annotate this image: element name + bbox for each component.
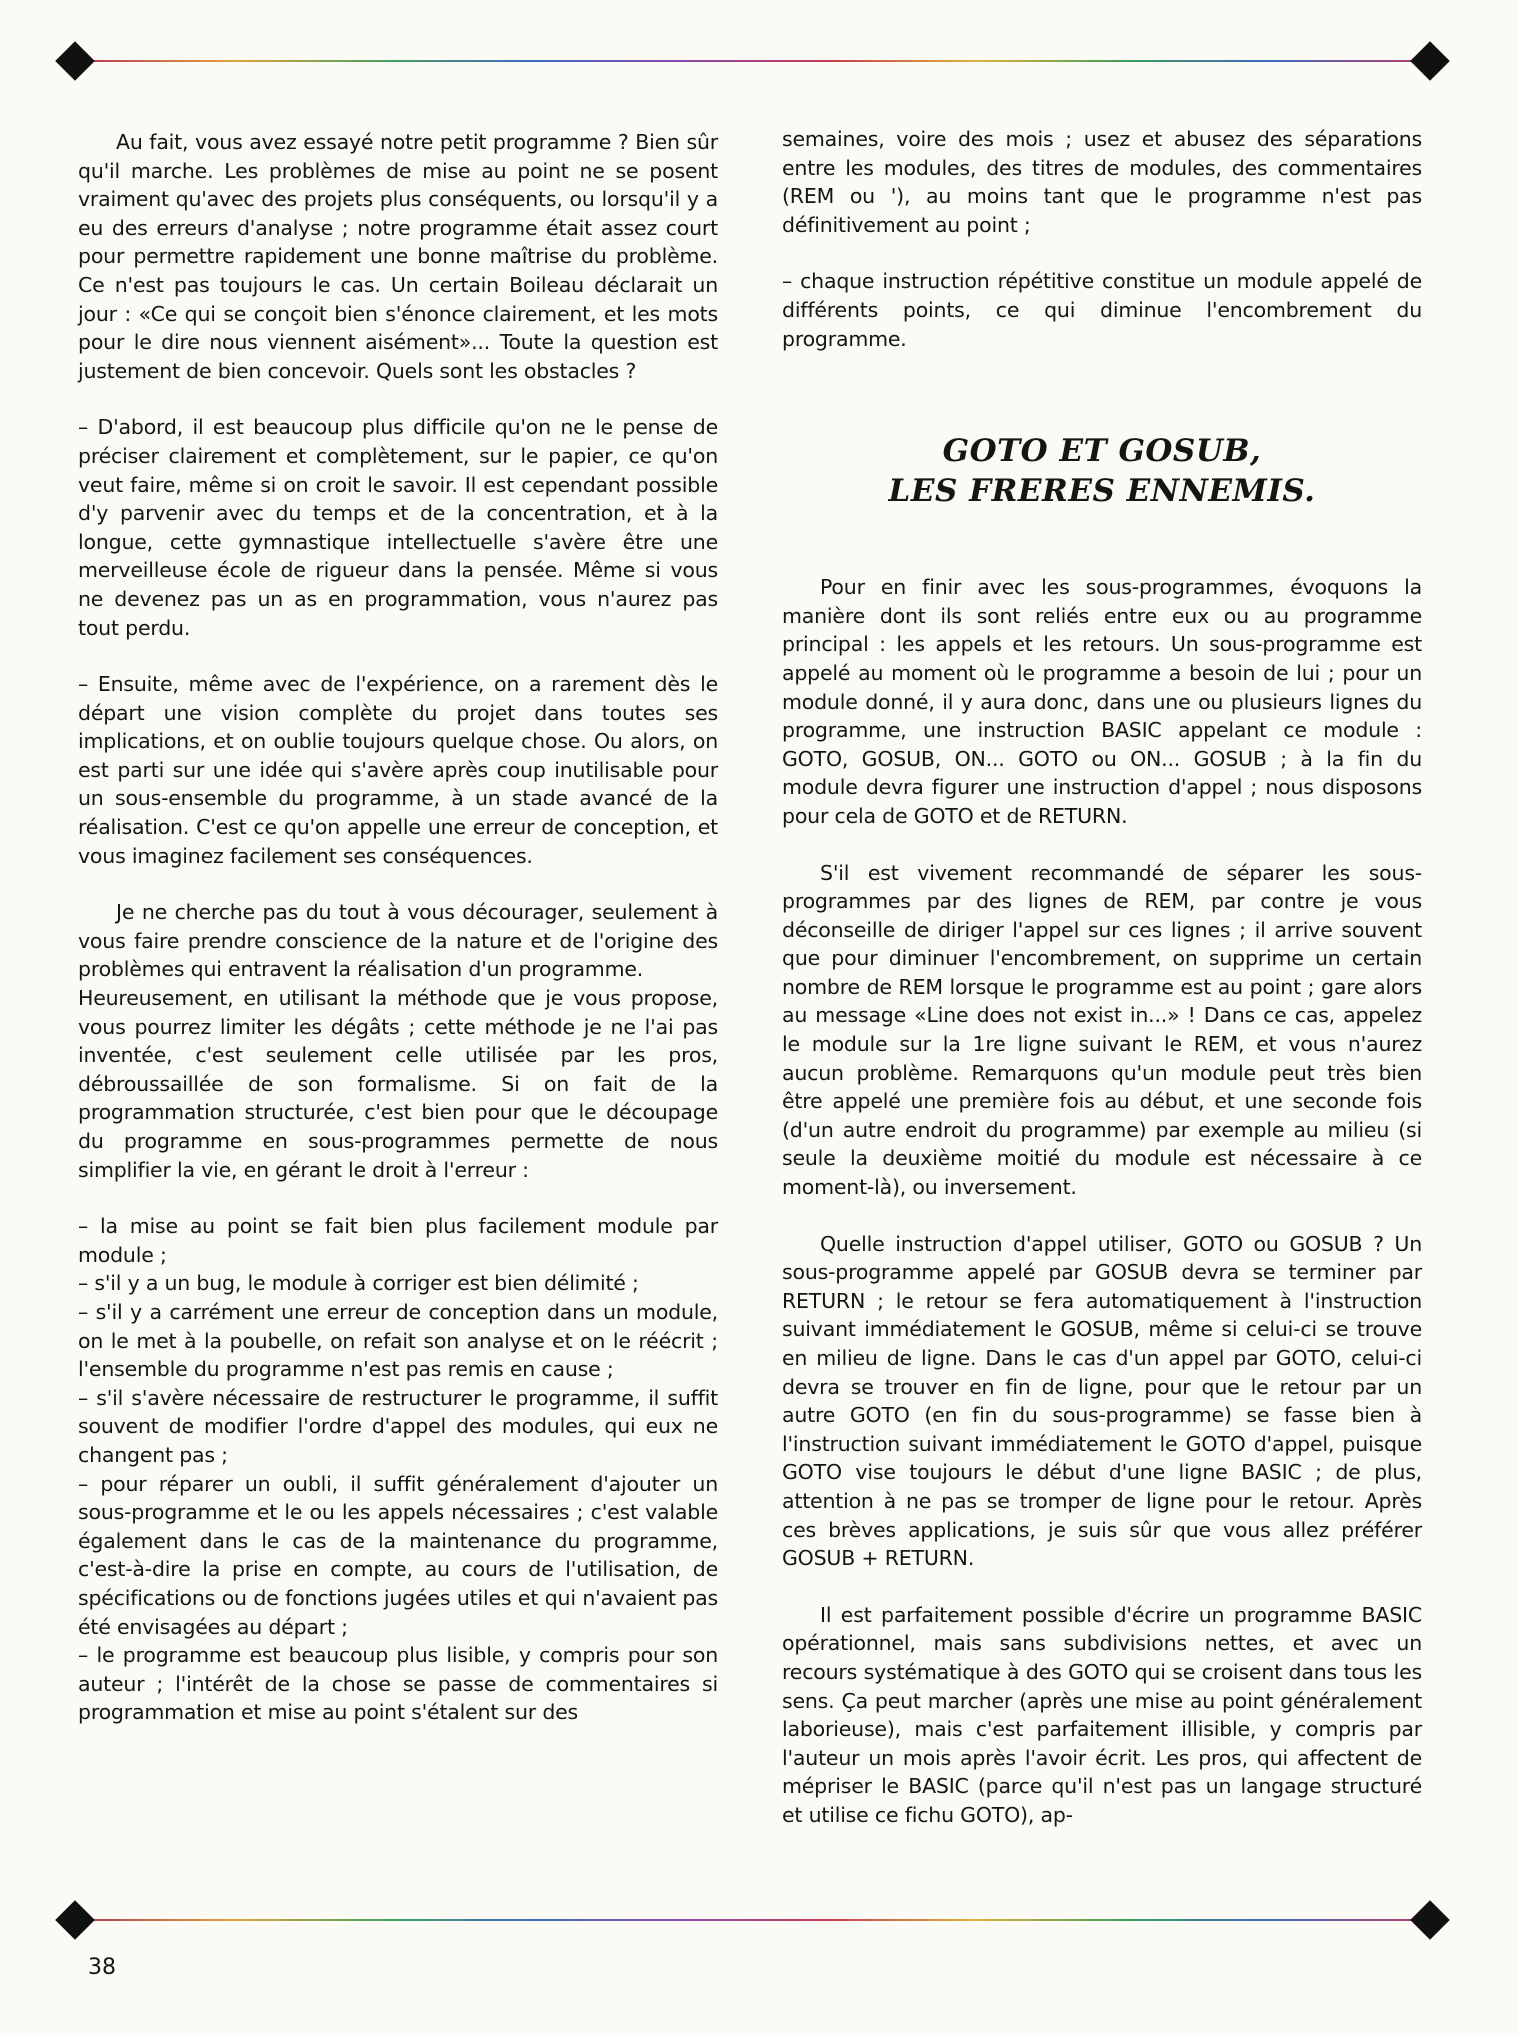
right-column xyxy=(782,125,1422,1830)
paragraph: Pour en finir avec les sous-programmes, évoquons la manière dont ils sont reliés entre eux ou au programme principal : les appels et les retours. Un sous-programme est appelé au moment où le programme a besoin de lui ; pour un module donné, il y aura donc, dans une ou plusieurs lignes du programme, une instruction BASIC appelant ce module : GOTO, GOSUB, ON... GOTO ou ON... GOSUB ; à la fin du module devra figurer une instruction d'appel ; nous disposons pour cela de GOTO et de RETURN. xyxy=(782,575,1422,828)
section-heading-line-1: GOTO ET GOSUB, xyxy=(942,433,1262,470)
paragraph: semaines, voire des mois ; usez et abusez des séparations entre les modules, des titres de modules, des commentaires (REM ou '), au moins tant que le programme n'est pas définitivement au point ; xyxy=(782,127,1422,237)
bottom-decorative-rule xyxy=(55,1898,1450,1942)
paragraph: Au fait, vous avez essayé notre petit programme ? Bien sûr qu'il marche. Les problèmes de mise au point ne se posent vraiment qu'avec des projets plus conséquents, ou lorsqu'il y a eu des erreurs d'analyse ; notre programme était assez court pour permettre rapidement une bonne maîtrise du problème. Ce n'est pas toujours le cas. Un certain Boileau déclarait un jour : «Ce qui se conçoit bien s'énonce clairement, et les mots pour le dire nous viennent aisément»... Toute la question est justement de bien concevoir. Quels sont les obstacles ? xyxy=(78,130,718,383)
paragraph: Il est parfaitement possible d'écrire un programme BASIC opérationnel, mais sans subdivisions nettes, et avec un recours systématique à des GOTO qui se croisent dans tous les sens. Ça peut marcher (après une mise au point généralement laborieuse), mais c'est parfaitement illisible, y compris par l'auteur un mois après l'avoir écrit. Les pros, qui affectent de mépriser le BASIC (parce qu'il n'est pas un langage structuré et utilise ce fichu GOTO), ap- xyxy=(782,1602,1422,1827)
list-item: – s'il s'avère nécessaire de restructurer le programme, il suffit souvent de modifier l'ordre d'appel des modules, qui eux ne changent pas ; xyxy=(78,1385,718,1467)
paragraph: – D'abord, il est beaucoup plus difficile qu'on ne le pense de préciser clairement et complètement, sur le papier, ce qu'on veut faire, même si on croit le savoir. Il est cependant possible d'y parvenir avec du temps et de la concentration, et à la longue, cette gymnastique intellectuelle s'avère être une merveilleuse école de rigueur dans la pensée. Même si vous ne devenez pas un as en programmation, vous n'aurez pas tout perdu. xyxy=(78,415,718,640)
top-decorative-rule xyxy=(55,39,1450,83)
list-item: – pour réparer un oubli, il suffit généralement d'ajouter un sous-programme et le ou les appels nécessaires ; c'est valable également dans le cas de la maintenance du programme, c'est-à-dire la prise en compte, au cours de l'utilisation, de spécifications ou de fonctions jugées utiles et qui n'avaient pas été envisagées au départ ; xyxy=(78,1471,718,1639)
left-column xyxy=(78,128,718,1727)
section-heading-line-2: LES FRERES ENNEMIS. xyxy=(888,473,1316,510)
section-heading xyxy=(782,431,1422,511)
rule-line xyxy=(85,60,1420,62)
list-item: – chaque instruction répétitive constitue un module appelé de différents points, ce qui diminue l'encombrement du programme. xyxy=(782,269,1422,351)
paragraph: Je ne cherche pas du tout à vous décourager, seulement à vous faire prendre conscience de la nature et de l'origine des problèmes qui entravent la réalisation d'un programme. xyxy=(78,900,718,982)
diamond-ornament-icon xyxy=(55,41,95,81)
diamond-ornament-icon xyxy=(55,1900,95,1940)
rule-line xyxy=(85,1919,1420,1921)
paragraph: – Ensuite, même avec de l'expérience, on a rarement dès le départ une vision complète du projet dans toutes ses implications, et on oublie toujours quelque chose. Ou alors, on est parti sur une idée qui s'avère après coup inutilisable pour un sous-ensemble du programme, à un stade avancé de la réalisation. C'est ce qu'on appelle une erreur de conception, et vous imaginez facilement ses conséquences. xyxy=(78,672,718,868)
list-item: – la mise au point se fait bien plus facilement module par module ; xyxy=(78,1214,718,1267)
list-item: – s'il y a carrément une erreur de conception dans un module, on le met à la poubelle, on refait son analyse et on le réécrit ; l'ensemble du programme n'est pas remis en cause ; xyxy=(78,1299,718,1382)
list-item: – le programme est beaucoup plus lisible, y compris pour son auteur ; l'intérêt de la chose se passe de commentaires si programmation et mise au point s'étalent sur des xyxy=(78,1643,718,1725)
paragraph: Quelle instruction d'appel utiliser, GOTO ou GOSUB ? Un sous-programme appelé par GOSUB devra se terminer par RETURN ; le retour se fera automatiquement à l'instruction suivant immédiatement le GOSUB, même si celui-ci se trouve en milieu de ligne. Dans le cas d'un appel par GOTO, celui-ci devra se trouver en fin de ligne, pour que le retour par un autre GOTO (en fin du sous-programme) se fasse bien à l'instruction suivant immédiatement le GOTO d'appel, puisque GOTO vise toujours le début d'une ligne BASIC ; de plus, attention à ne pas se tromper de ligne pour le retour. Après ces brèves applications, je suis sûr que vous allez préférer GOSUB + RETURN. xyxy=(782,1231,1422,1571)
diamond-ornament-icon xyxy=(1410,1900,1450,1940)
diamond-ornament-icon xyxy=(1410,41,1450,81)
list-item: – s'il y a un bug, le module à corriger est bien délimité ; xyxy=(78,1271,639,1296)
page-number: 38 xyxy=(88,1955,116,1980)
paragraph: Heureusement, en utilisant la méthode que je vous propose, vous pourrez limiter les dégâts ; cette méthode je ne l'ai pas inventée, c'est seulement celle utilisée par les pros, débroussaillée de son formalisme. Si on fait de la programmation structurée, c'est bien pour que le découpage du programme en sous-programmes permette de nous simplifier la vie, en gérant le droit à l'erreur : xyxy=(78,986,718,1182)
paragraph: S'il est vivement recommandé de séparer les sous-programmes par des lignes de REM, par contre je vous déconseille de diriger l'appel sur ces lignes ; il arrive souvent que pour diminuer l'encombrement, on supprime un certain nombre de REM lorsque le programme est au point ; gare alors au message «Line does not exist in...» ! Dans ce cas, appelez le module sur la 1re ligne suivant le REM, et vous n'aurez aucun problème. Remarquons qu'un module peut très bien être appelé une première fois au début, et une seconde fois (d'un autre endroit du programme) par exemple au milieu (si seule la deuxième moitié du module est nécessaire à ce moment-là), ou inversement. xyxy=(782,860,1422,1200)
